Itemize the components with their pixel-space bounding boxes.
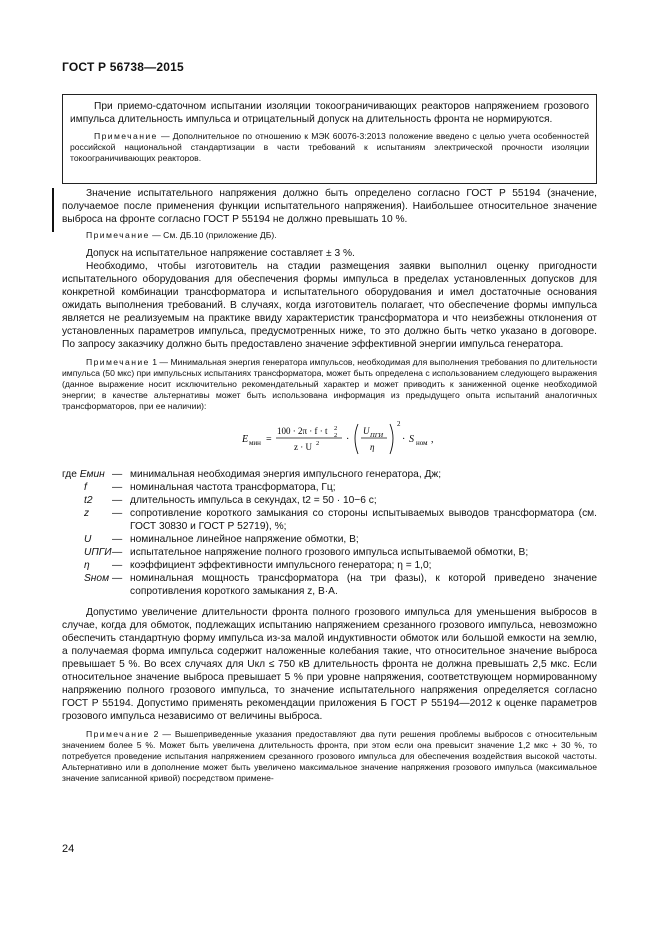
formula-graphic — [242, 416, 482, 464]
definition-row — [62, 533, 597, 546]
box-paragraph: При приемо-сдаточном испытании изоляции токоограничивающих реакторов напряжением грозового импульса длительность импульса и отрицательный допуск на длительность фронта не нормируются. — [70, 101, 589, 125]
box-note — [70, 131, 589, 164]
formula-lhs-e: E — [242, 434, 249, 445]
definition-symbol: где Eмин — [62, 469, 105, 480]
definition-dash: — — [112, 482, 123, 493]
note-overshoot — [62, 729, 597, 784]
note-text: 2 — Вышеприведенные указания предоставляют два пути решения проблемы выбросов с относительным значением более 5 %. Может быть увеличена длительность фронта, при этом если она превысит значение 1,2 мкс + 30 %, то потребуется проведение испытания напряжением срезанного грозового импульса для обеспечения воздействия высокой частоты. Альтернативно или в дополнение может быть увеличено максимальное значение напряжения грозового импульса (максимальное значение записанной кривой) посредством примене- — [62, 729, 597, 783]
note-text: — См. ДБ.10 (приложение ДБ). — [149, 230, 277, 240]
formula-left-paren — [355, 424, 358, 454]
definition-dash: — — [112, 469, 123, 480]
definition-dash: — — [112, 573, 123, 584]
formula-denominator: z · U — [294, 442, 312, 452]
definition-text: длительность импульса в секундах, t2 = 50 · 10−6 с; — [130, 495, 377, 506]
definition-symbol: UПГИ — [84, 547, 112, 558]
definition-row — [62, 559, 597, 572]
variable-definitions — [62, 468, 597, 598]
change-marker-bar — [52, 188, 54, 232]
note-generator-energy — [62, 357, 597, 412]
note-label: Примечание — [86, 357, 150, 367]
definition-text: коэффициент эффективности импульсного генератора; η = 1,0; — [130, 560, 432, 571]
definition-symbol: f — [84, 482, 87, 493]
formula-ratio-eta: η — [370, 442, 375, 452]
formula-ratio-u: U — [363, 426, 370, 436]
definition-text: испытательное напряжение полного грозового импульса испытываемой обмотки, В; — [130, 547, 529, 558]
paragraph-test-voltage: Значение испытательного напряжения должно быть определено согласно ГОСТ Р 55194 (значение, получаемое после применения функции испытательного напряжения). Наибольшее относительное значение выброса на фронте согласно ГОСТ Р 55194 не должно превышать 10 %. — [62, 188, 597, 225]
definition-row — [62, 572, 597, 598]
page-number: 24 — [62, 843, 75, 855]
document-header: ГОСТ Р 56738—2015 — [62, 60, 184, 74]
definition-dash: — — [112, 534, 123, 545]
formula-s: S — [409, 434, 414, 445]
definition-dash: — — [112, 508, 123, 519]
formula-ratio-sub: ПГИ — [370, 432, 384, 439]
formula-den-sup: 2 — [316, 440, 320, 447]
definition-row — [62, 507, 597, 533]
formula-s-sub: ном — [416, 439, 428, 447]
definition-symbol: z — [84, 508, 90, 519]
definition-symbol: t2 — [84, 495, 93, 506]
definition-text: сопротивление короткого замыкания со стороны испытываемых выводов трансформатора (см. ГОСТ 30830 и ГОСТ Р 52719), %; — [130, 508, 597, 532]
formula-dot-2: · — [402, 434, 406, 445]
formula-right-paren — [390, 424, 393, 454]
paragraph-tolerance: Допуск на испытательное напряжение составляет ± 3 %. — [86, 248, 355, 259]
paragraph-manufacturer: Необходимо, чтобы изготовитель на стадии размещения заявки выполнил оценку пригодности испытательного оборудования для обеспечения формы импульса в пределах установленных допусков для конкретной комбинации трансформатора и испытательного оборудования и имел достаточные основания ожидать выполнения требований. В случаях, когда изготовитель полагает, что обеспечение формы импульса является не реализуемым на практике ввиду характеристик трансформатора и что неизбежны отклонения от установленных параметров импульса, предусмотренных ниже, то это должно быть четко указано в договоре. По запросу заказчику должно быть предоставлено значение эффективной энергии импульса генератора. — [62, 261, 597, 350]
definition-dash: — — [112, 547, 123, 558]
definition-text: номинальная частота трансформатора, Гц; — [130, 482, 336, 493]
definition-dash: — — [112, 560, 123, 571]
formula-num-sub: 2 — [334, 432, 338, 439]
note-text: — Дополнительное по отношению к МЭК 60076-3:2013 положение введено с целью учета особенностей российской национальной стандартизации в части требований к испытаниям электрической прочности изоляции токоограничивающих реакторов. — [70, 131, 589, 163]
main-content — [62, 187, 597, 784]
definition-text: номинальная мощность трансформатора (на три фазы), к которой приведено значение сопротивления короткого замыкания z, В·А. — [130, 573, 597, 597]
note-label: Примечание — [86, 230, 150, 240]
definition-text: минимальная необходимая энергия импульсного генератора, Дж; — [130, 469, 442, 480]
definition-symbol: Sном — [84, 573, 110, 584]
definition-dash: — — [112, 495, 123, 506]
definition-text: номинальное линейное напряжение обмотки, В; — [130, 534, 359, 545]
formula-num-sup: 2 — [334, 425, 338, 432]
definition-row — [62, 481, 597, 494]
boxed-note — [62, 94, 597, 184]
definition-row — [62, 468, 597, 481]
energy-formula — [62, 416, 597, 464]
note-label: Примечание — [86, 729, 150, 739]
formula-numerator: 100 · 2π · f · t — [277, 426, 328, 436]
formula-dot-1: · — [346, 434, 350, 445]
definition-symbol: η — [84, 560, 90, 571]
formula-lhs-sub: мин — [249, 439, 261, 447]
note-see-db10 — [62, 230, 597, 241]
formula-equals: = — [266, 434, 272, 445]
formula-power: 2 — [397, 420, 401, 428]
paragraph-front-duration: Допустимо увеличение длительности фронта полного грозового импульса для уменьшения выбросов в случае, когда для обмоток, подлежащих испытанию напряжением срезанного грозового импульса, невозможно обеспечить стандартную форму импульса из-за малой индуктивности обмоток или большой емкости на землю, а получаемая форма импульса содержит наложенные колебания такие, что относительное значение выброса превышает 5 %. Во всех случаях для Uкл ≤ 750 кВ длительность фронта не должна превышать 2,5 мкс. Если относительное значение выброса превышает 5 % при уровне напряжения, соответствующем нормированному напряжению полного грозового импульса, то значение испытательного напряжения определяется согласно ГОСТ Р 55194. Допустимо применять рекомендации приложения Б ГОСТ Р 55194—2012 к оценке параметров грозового импульса независимо от величины выброса. — [62, 607, 597, 722]
note-label: Примечание — [94, 131, 158, 141]
definition-row — [62, 546, 597, 559]
formula-comma: , — [431, 434, 434, 445]
note-text: 1 — Минимальная энергия генератора импульсов, необходимая для выполнения требования по длительности импульса (50 мкс) при импульсных испытаниях трансформатора, может быть определена с использованием следующего выражения (данное выражение носит исключительно рекомендательный характер и может приводить к заниженной оценке необходимой энергии; в качестве альтернативы может быть использована информация из предыдущего опыта испытаний аналогичных трансформаторов, при ее наличии): — [62, 357, 597, 411]
definition-row — [62, 494, 597, 507]
definition-symbol: U — [84, 534, 92, 545]
